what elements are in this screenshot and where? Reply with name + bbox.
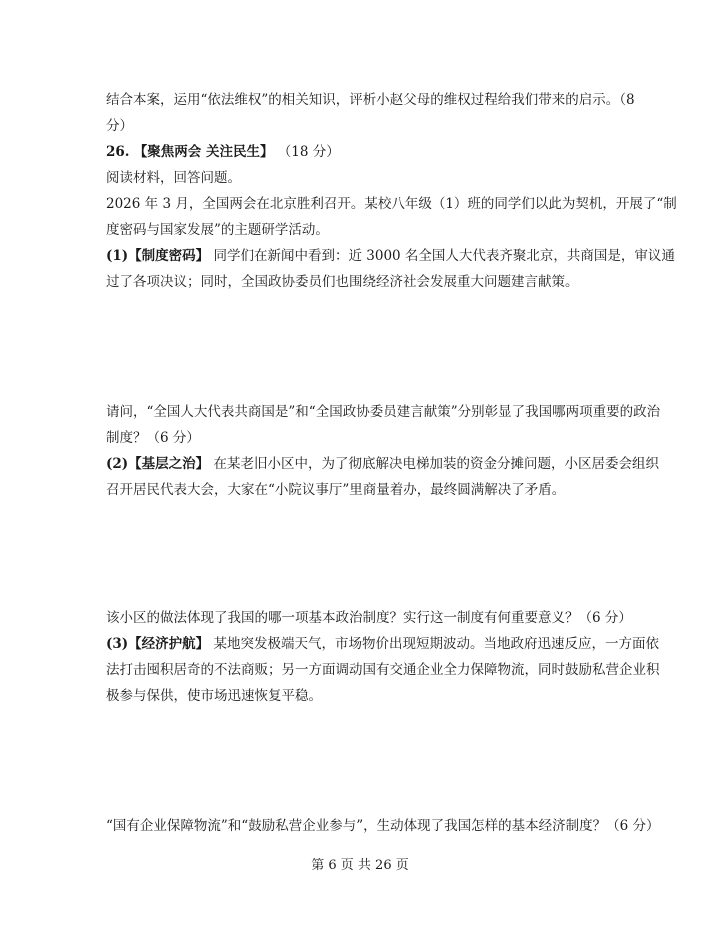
question-number: 26.: [106, 144, 130, 160]
part-1-question-2: 制度？（6 分）: [106, 430, 200, 446]
question-title: 【聚焦两会 关注民生】: [133, 144, 274, 160]
part-2-label: (2)【基层之治】: [106, 456, 210, 472]
question-score: （18 分）: [277, 144, 340, 160]
part-3-line-3: 极参与保供，使市场迅速恢复平稳。: [106, 688, 322, 704]
material-line-1: 2026 年 3 月，全国两会在北京胜利召开。某校八年级（1）班的同学们以此为契机，开展了“制: [106, 196, 677, 212]
part-2-line-1: [106, 452, 659, 476]
part-3-line-2: 法打击囤积居奇的不法商贩；另一方面调动国有交通企业全力保障物流，同时鼓励私营企业积: [106, 662, 660, 678]
question-26-header: [106, 140, 626, 164]
part-1-label: (1)【制度密码】: [106, 248, 210, 264]
part-2-line-2: 召开居民代表大会，大家在“小院议事厅”里商量着办，最终圆满解决了矛盾。: [106, 482, 566, 498]
part-1-text: 同学们在新闻中看到：近 3000 名全国人大代表齐聚北京，共商国是，审议通: [213, 248, 675, 264]
text-line-prev-question-2: 分）: [106, 118, 133, 134]
part-3-line-1: [106, 632, 659, 656]
part-3-label: (3)【经济护航】: [106, 636, 210, 652]
material-line-2: 度密码与国家发展”的主题研学活动。: [106, 222, 329, 238]
page-footer: 第 6 页 共 26 页: [311, 858, 409, 873]
part-1-line-1: [106, 244, 675, 268]
part-3-text: 某地突发极端天气，市场物价出现短期波动。当地政府迅速反应，一方面依: [213, 636, 659, 652]
text-line-prev-question-1: 结合本案，运用“依法维权”的相关知识，评析小赵父母的维权过程给我们带来的启示。（8: [106, 92, 635, 108]
part-1-question-1: 请问，“全国人大代表共商国是”和“全国政协委员建言献策”分别彰显了我国哪两项重要的政治: [106, 404, 661, 420]
part-1-line-2: 过了各项决议；同时，全国政协委员们也围绕经济社会发展重大问题建言献策。: [106, 274, 579, 290]
instruction-line: 阅读材料，回答问题。: [106, 170, 241, 186]
part-3-question: “国有企业保障物流”和“鼓励私营企业参与”，生动体现了我国怎样的基本经济制度？（6 分）: [106, 818, 660, 834]
part-2-text: 在某老旧小区中，为了彻底解决电梯加装的资金分摊问题，小区居委会组织: [213, 456, 659, 472]
part-2-question: 该小区的做法体现了我国的哪一项基本政治制度？实行这一制度有何重要意义？（6 分）: [106, 610, 632, 626]
